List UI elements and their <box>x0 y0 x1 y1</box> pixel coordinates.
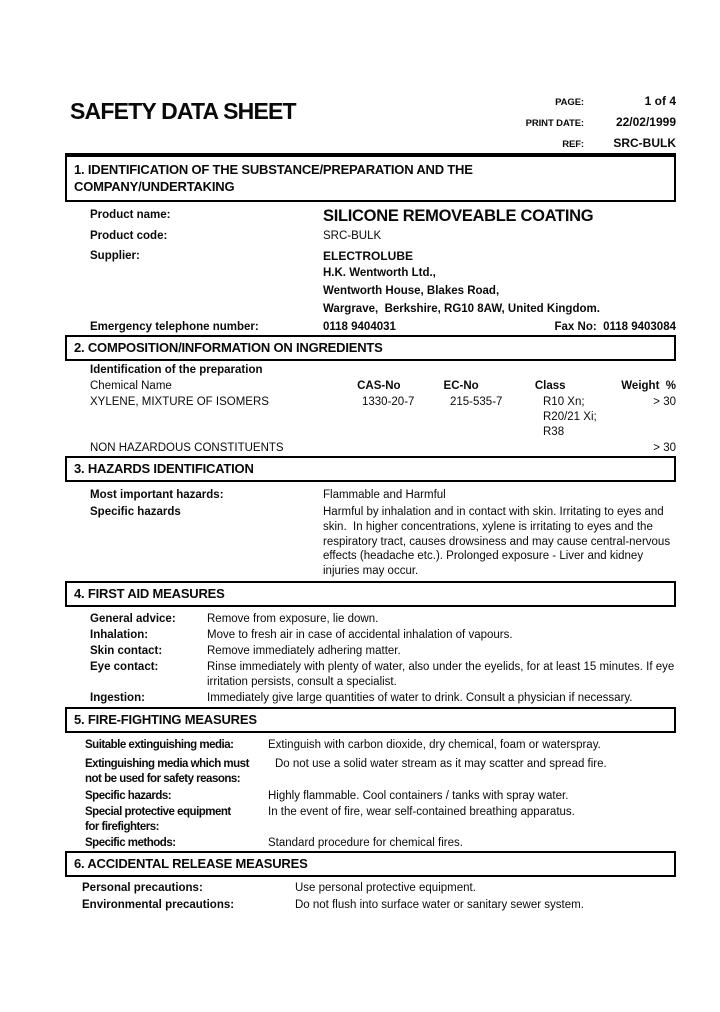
row-specific-hazards-fire <box>85 789 676 804</box>
supplier-address-line: H.K. Wentworth Ltd., <box>323 267 436 279</box>
col-header-ec-no: EC-No <box>443 380 479 392</box>
meta-row-print-date <box>526 115 676 136</box>
row-personal-precautions <box>82 881 676 896</box>
field-value: Standard procedure for chemical fires. <box>268 836 463 849</box>
section-5-header-box <box>65 707 676 733</box>
row-ingestion <box>90 691 676 706</box>
field-label: Personal precautions: <box>82 881 203 894</box>
section-3-title: 3. HAZARDS IDENTIFICATION <box>74 461 254 476</box>
row-supplier <box>90 249 676 318</box>
page-title: SAFETY DATA SHEET <box>70 98 296 124</box>
field-label: Inhalation: <box>90 628 149 641</box>
section-1-title-line2: COMPANY/UNDERTAKING <box>74 179 235 194</box>
field-value: Rinse immediately with plenty of water, also under the eyelids, for at least 15 minutes. If eye irritation persists, consult a specialist. <box>207 660 678 688</box>
section-2-title: 2. COMPOSITION/INFORMATION ON INGREDIENTS <box>74 340 383 355</box>
fax-number: Fax No: 0118 9403084 <box>554 321 676 333</box>
section-4-body <box>65 607 676 706</box>
section-3-body <box>65 482 676 579</box>
section-1-body <box>65 202 676 335</box>
field-label: Skin contact: <box>90 644 163 657</box>
section-6-title: 6. ACCIDENTAL RELEASE MEASURES <box>74 855 308 871</box>
chemical-name-cell: NON HAZARDOUS CONSTITUENTS <box>90 442 284 454</box>
section-4-header-box <box>65 581 676 607</box>
ec-cell: 215-535-7 <box>450 396 503 408</box>
field-value: Remove from exposure, lie down. <box>207 612 379 625</box>
field-label <box>85 757 268 787</box>
emergency-number: 0118 9404031 <box>323 321 396 333</box>
class-line: R10 Xn; <box>543 396 585 408</box>
meta-row-page <box>526 94 676 115</box>
page-label: PAGE: <box>555 97 584 108</box>
col-header-cas-no: CAS-No <box>357 380 401 392</box>
safety-data-sheet-page <box>65 0 676 915</box>
supplier-address-line: Wentworth House, Blakes Road, <box>323 285 500 297</box>
document-header <box>65 0 676 153</box>
row-specific-methods <box>85 836 676 851</box>
field-value: Do not use a solid water stream as it may scatter and spread fire. <box>275 757 607 770</box>
field-label <box>85 805 268 835</box>
label-line: Specific methods: <box>85 836 176 849</box>
header-meta <box>526 94 676 157</box>
field-label: Product name: <box>90 209 171 221</box>
field-label: Ingestion: <box>90 691 145 704</box>
cas-cell <box>362 441 450 456</box>
field-label: Emergency telephone number: <box>90 321 259 333</box>
section-1-header-box <box>65 157 676 202</box>
col-header-class: Class <box>534 380 566 392</box>
table-row <box>90 395 676 440</box>
row-suitable-extinguishing-media <box>85 738 676 753</box>
product-code-value: SRC-BULK <box>323 230 382 242</box>
col-header-weight: Weight % <box>621 380 677 392</box>
ec-cell <box>450 441 543 456</box>
section-6-header-box <box>65 851 676 877</box>
supplier-block <box>323 249 600 318</box>
class-cell <box>543 395 631 440</box>
section-5-body <box>65 733 676 851</box>
field-value: Remove immediately adhering matter. <box>207 644 401 657</box>
field-label: Environmental precautions: <box>82 898 235 911</box>
emergency-values <box>323 320 676 335</box>
field-value: Flammable and Harmful <box>323 489 446 501</box>
row-product-name <box>90 208 676 225</box>
field-value: In the event of fire, wear self-contained breathing apparatus. <box>268 805 575 818</box>
product-name-value: SILICONE REMOVEABLE COATING <box>323 207 594 225</box>
print-date-value: 22/02/1999 <box>615 115 676 129</box>
chemical-name-cell: XYLENE, MIXTURE OF ISOMERS <box>90 396 269 408</box>
class-line: R20/21 Xi; <box>543 411 597 423</box>
col-header-chemical-name: Chemical Name <box>90 380 172 392</box>
row-special-protective-equipment <box>85 805 676 835</box>
supplier-name: ELECTROLUBE <box>323 249 413 263</box>
field-value: Use personal protective equipment. <box>295 881 476 894</box>
section-1-title-line1: 1. IDENTIFICATION OF THE SUBSTANCE/PREPARATION AND THE <box>74 162 473 177</box>
meta-row-ref <box>526 136 676 157</box>
preparation-subtitle: Identification of the preparation <box>90 364 263 376</box>
field-label <box>85 789 268 804</box>
field-label <box>85 738 268 753</box>
supplier-address-line: Wargrave, Berkshire, RG10 8AW, United Kingdom. <box>323 303 600 315</box>
table-row <box>90 441 676 456</box>
ref-value: SRC-BULK <box>613 136 676 150</box>
field-label: Eye contact: <box>90 660 159 673</box>
label-line: Suitable extinguishing media: <box>85 738 234 751</box>
field-label: Specific hazards <box>90 506 181 518</box>
section-6-body <box>65 877 676 913</box>
field-label: General advice: <box>90 612 176 625</box>
row-general-advice <box>90 612 676 627</box>
row-product-code <box>90 229 676 244</box>
row-most-important-hazards <box>90 488 676 503</box>
section-4-title: 4. FIRST AID MEASURES <box>74 585 225 601</box>
section-5-title: 5. FIRE-FIGHTING MEASURES <box>74 711 257 727</box>
row-skin-contact <box>90 644 676 659</box>
page-value: 1 of 4 <box>644 94 676 108</box>
weight-cell: > 30 <box>653 396 676 408</box>
print-date-label: PRINT DATE: <box>525 118 584 129</box>
field-label <box>85 836 268 851</box>
field-value: Do not flush into surface water or sanitary sewer system. <box>295 898 584 911</box>
class-line: R38 <box>543 426 565 438</box>
label-line: Specific hazards: <box>85 789 172 802</box>
field-value: Immediately give large quantities of water to drink. Consult a physician if necessary. <box>207 691 633 704</box>
label-line: Extinguishing media which must <box>85 757 249 770</box>
ref-label: REF: <box>562 139 584 150</box>
row-eye-contact <box>90 660 676 690</box>
field-label: Most important hazards: <box>90 489 224 501</box>
row-specific-hazards <box>90 505 676 579</box>
field-value: Harmful by inhalation and in contact with skin. Irritating to eyes and skin. In higher concentrations, xylene is irritating to eyes and the respiratory tract, causes drowsiness and may cause central-nervous effects (headache etc.). Prolonged exposure - Liver and kidney injuries may occur. <box>323 506 674 578</box>
label-line: for firefighters: <box>85 820 159 833</box>
field-label: Supplier: <box>90 250 140 262</box>
label-line: not be used for safety reasons: <box>85 772 241 785</box>
weight-cell: > 30 <box>653 442 676 454</box>
field-value: Move to fresh air in case of accidental inhalation of vapours. <box>207 628 513 641</box>
row-inhalation <box>90 628 676 643</box>
section-2-body <box>65 361 676 456</box>
cas-cell: 1330-20-7 <box>362 396 415 408</box>
label-line: Special protective equipment <box>85 805 231 818</box>
row-extinguishing-media-not-used <box>85 757 676 787</box>
field-value: Highly flammable. Cool containers / tanks with spray water. <box>268 789 569 802</box>
row-environmental-precautions <box>82 898 676 913</box>
field-label: Product code: <box>90 230 168 242</box>
row-emergency-telephone <box>90 320 676 335</box>
class-cell <box>543 441 631 456</box>
section-3-header-box <box>65 456 676 482</box>
ingredients-table-header <box>90 379 676 394</box>
section-2-header-box <box>65 335 676 361</box>
field-value: Extinguish with carbon dioxide, dry chemical, foam or waterspray. <box>268 738 601 751</box>
